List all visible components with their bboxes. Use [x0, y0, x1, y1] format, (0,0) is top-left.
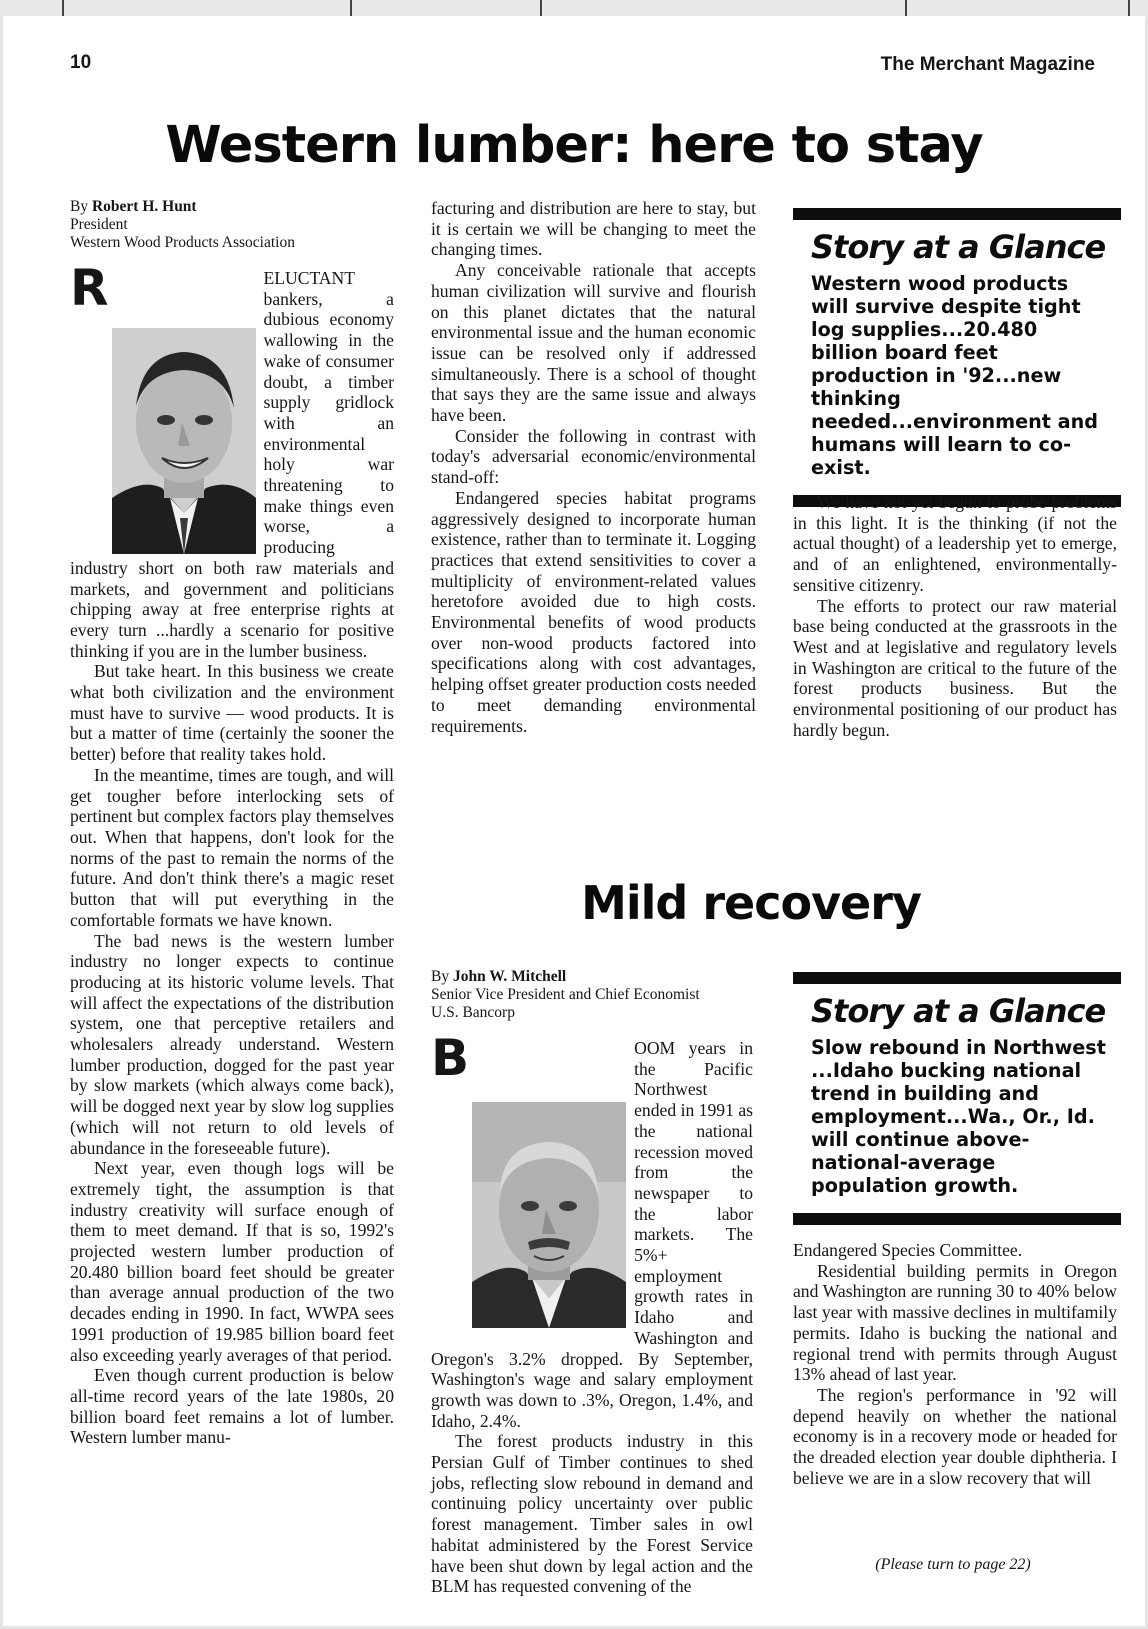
paragraph: The forest products industry in this Persian Gulf of Timber continues to shed jobs, reflecting slow rebound in demand and continuing policy uncertainty over public forest management. Timber sales in owl habitat administered by the Forest Service have been shut down by legal action and the BLM has requested convening of the — [431, 1431, 753, 1597]
paragraph: Endangered species habitat programs aggressively designed to incorporate human existence, rather than to terminate it. Logging practices that extend sensitivities to cover a multiplicity of environment-related values heretofore avoided due to high costs. Environmental benefits of wood products over non-wood products factored into specifications along with cost advantages, helping offset greater production costs needed to meet demanding environmental requirements. — [431, 487, 756, 736]
rule-bottom — [793, 1213, 1121, 1225]
rule-top — [793, 972, 1121, 984]
article2-column3 — [793, 1240, 1117, 1488]
rule-top — [793, 208, 1121, 220]
byline-prefix: By — [70, 198, 89, 215]
publication-name: The Merchant Magazine — [880, 54, 1095, 75]
continued-note: (Please turn to page 22) — [875, 1556, 1031, 1573]
article2-column2 — [431, 968, 753, 1597]
paragraph: But take heart. In this business we create what both civilization and the environment must have to survive — wood products. It is but a matter of time (certainly the sooner the better) before that reality takes hold. — [70, 661, 394, 765]
glance-title: Story at a Glance — [811, 228, 1106, 266]
article2-byline — [431, 968, 753, 1022]
author-organization: U.S. Bancorp — [431, 1004, 515, 1021]
paragraph: In the meantime, times are tough, and will get tougher before interlocking sets of pertinent but complex factors play themselves out. When that happens, don't look for the norms of the past to remain the norms of the future. And don't think there's a magic reset button that will put everything in the comfortable formats we have known. — [70, 764, 394, 930]
paragraph: Consider the following in contrast with today's adversarial economic/environmental stand-off: — [431, 425, 756, 488]
author-photo-robert-hunt — [112, 328, 256, 554]
byline-prefix: By — [431, 968, 450, 985]
article1-headline: Western lumber: here to stay — [165, 116, 983, 175]
article2-story-at-a-glance — [793, 972, 1121, 1225]
glance-text: Western wood products will survive despite tight log supplies...20.480 billion board feet production in '92...new thinking needed...environment and humans will learn to co-exist. — [811, 272, 1098, 479]
paragraph: facturing and distribution are here to stay, but it is certain we will be changing to meet the changing times. — [431, 198, 756, 260]
author-organization: Western Wood Products Association — [70, 234, 295, 251]
article2-headline: Mild recovery — [581, 876, 921, 930]
author-photo-john-mitchell — [472, 1102, 626, 1328]
paragraph: Next year, even though logs will be extremely tight, the assumption is that industry creativity will surface enough of them to meet demand. If that is so, 1992's projected western lumber production of 20.480 billion board feet should be greater than average annual production of the two decades ending in 1990. In fact, WWPA sees 1991 production of 19.985 billion board feet also exceeding yearly averages of that period. — [70, 1158, 394, 1365]
paragraph: Even though current production is below all-time record years of the late 1980s, 20 billion board feet remains a lot of lumber. Western lumber manu- — [70, 1365, 394, 1448]
lead-text: ELUCTANT bankers, a dubious economy wallowing in the wake of consumer doubt, a timber supply gridlock with an environmental holy war threatening to make things even worse, a producing industry short on both raw materials and markets, and government and politicians chipping away at free enterprise rights at every turn ...hardly a scenario for positive thinking if you are in the lumber business. — [70, 268, 394, 661]
article1-column2 — [431, 198, 756, 736]
drop-cap: B — [431, 1029, 470, 1087]
paragraph: The efforts to protect our raw material base being conducted at the grassroots in the West and at legislative and regulatory levels in Washington are critical to the future of the forest products business. But the environmental positioning of our product has hardly begun. — [793, 595, 1117, 740]
article1-lead-paragraph — [70, 259, 394, 661]
article1-column3 — [793, 492, 1117, 740]
author-title: Senior Vice President and Chief Economist — [431, 986, 700, 1003]
page-number: 10 — [70, 52, 92, 73]
author-name: Robert H. Hunt — [91, 198, 197, 215]
article2-lead-paragraph — [431, 1029, 753, 1431]
glance-title: Story at a Glance — [811, 992, 1106, 1030]
drop-cap: R — [70, 259, 109, 317]
paragraph: The region's performance in '92 will depend heavily on whether the national economy is in a recovery mode or headed for the dreaded election year double diphtheria. I believe we are in a slow recovery that will — [793, 1384, 1117, 1488]
article1-byline — [70, 198, 394, 252]
paragraph: We have not yet begun to probe problems in this light. It is the thinking (if not the actual thought) of a leadership yet to emerge, and of an enlightened, environmentally-sensitive citizenry. — [793, 492, 1117, 595]
paragraph: Any conceivable rationale that accepts human civilization will survive and flourish on this planet dictates that the natural environmental issue and the human economic issue can be resolved only if addressed simultaneously. There is a school of thought that says they are the same issue and always have been. — [431, 260, 756, 426]
article1-story-at-a-glance — [793, 208, 1121, 507]
author-title: President — [70, 216, 128, 233]
paragraph: The bad news is the western lumber industry no longer expects to continue producing at its historic volume levels. That will affect the expectations of the distribution system, one that perceptive retailers and wholesalers already understand. Western lumber production, dogged for the past year by slow markets (which always come back), will be dogged next year by slow log supplies (which will not return to old levels of abundance in the foreseeable future). — [70, 930, 394, 1158]
paragraph: Endangered Species Committee. — [793, 1240, 1023, 1260]
article1-column1 — [70, 198, 394, 1448]
magazine-page — [3, 16, 1145, 1626]
lead-text: OOM years in the Pacific Northwest ended in 1991 as the national recession moved from the newspaper to the labor markets. The 5%+ employment growth rates in Idaho and Washington and Oregon's 3.2% dropped. By September, Washington's wage and salary employment growth was down to .3%, Oregon, 1.4%, and Idaho, 2.4%. — [431, 1038, 753, 1431]
glance-text: Slow rebound in Northwest ...Idaho bucking national trend in building and employment...Wa., Or., Id. will continue above-national-average population growth. — [811, 1036, 1106, 1197]
author-name: John W. Mitchell — [452, 968, 567, 985]
paragraph: Residential building permits in Oregon and Washington are running 30 to 40% below last year with massive declines in multifamily permits. Idaho is bucking the national and regional trend with permits through August 13% ahead of last year. — [793, 1260, 1117, 1385]
